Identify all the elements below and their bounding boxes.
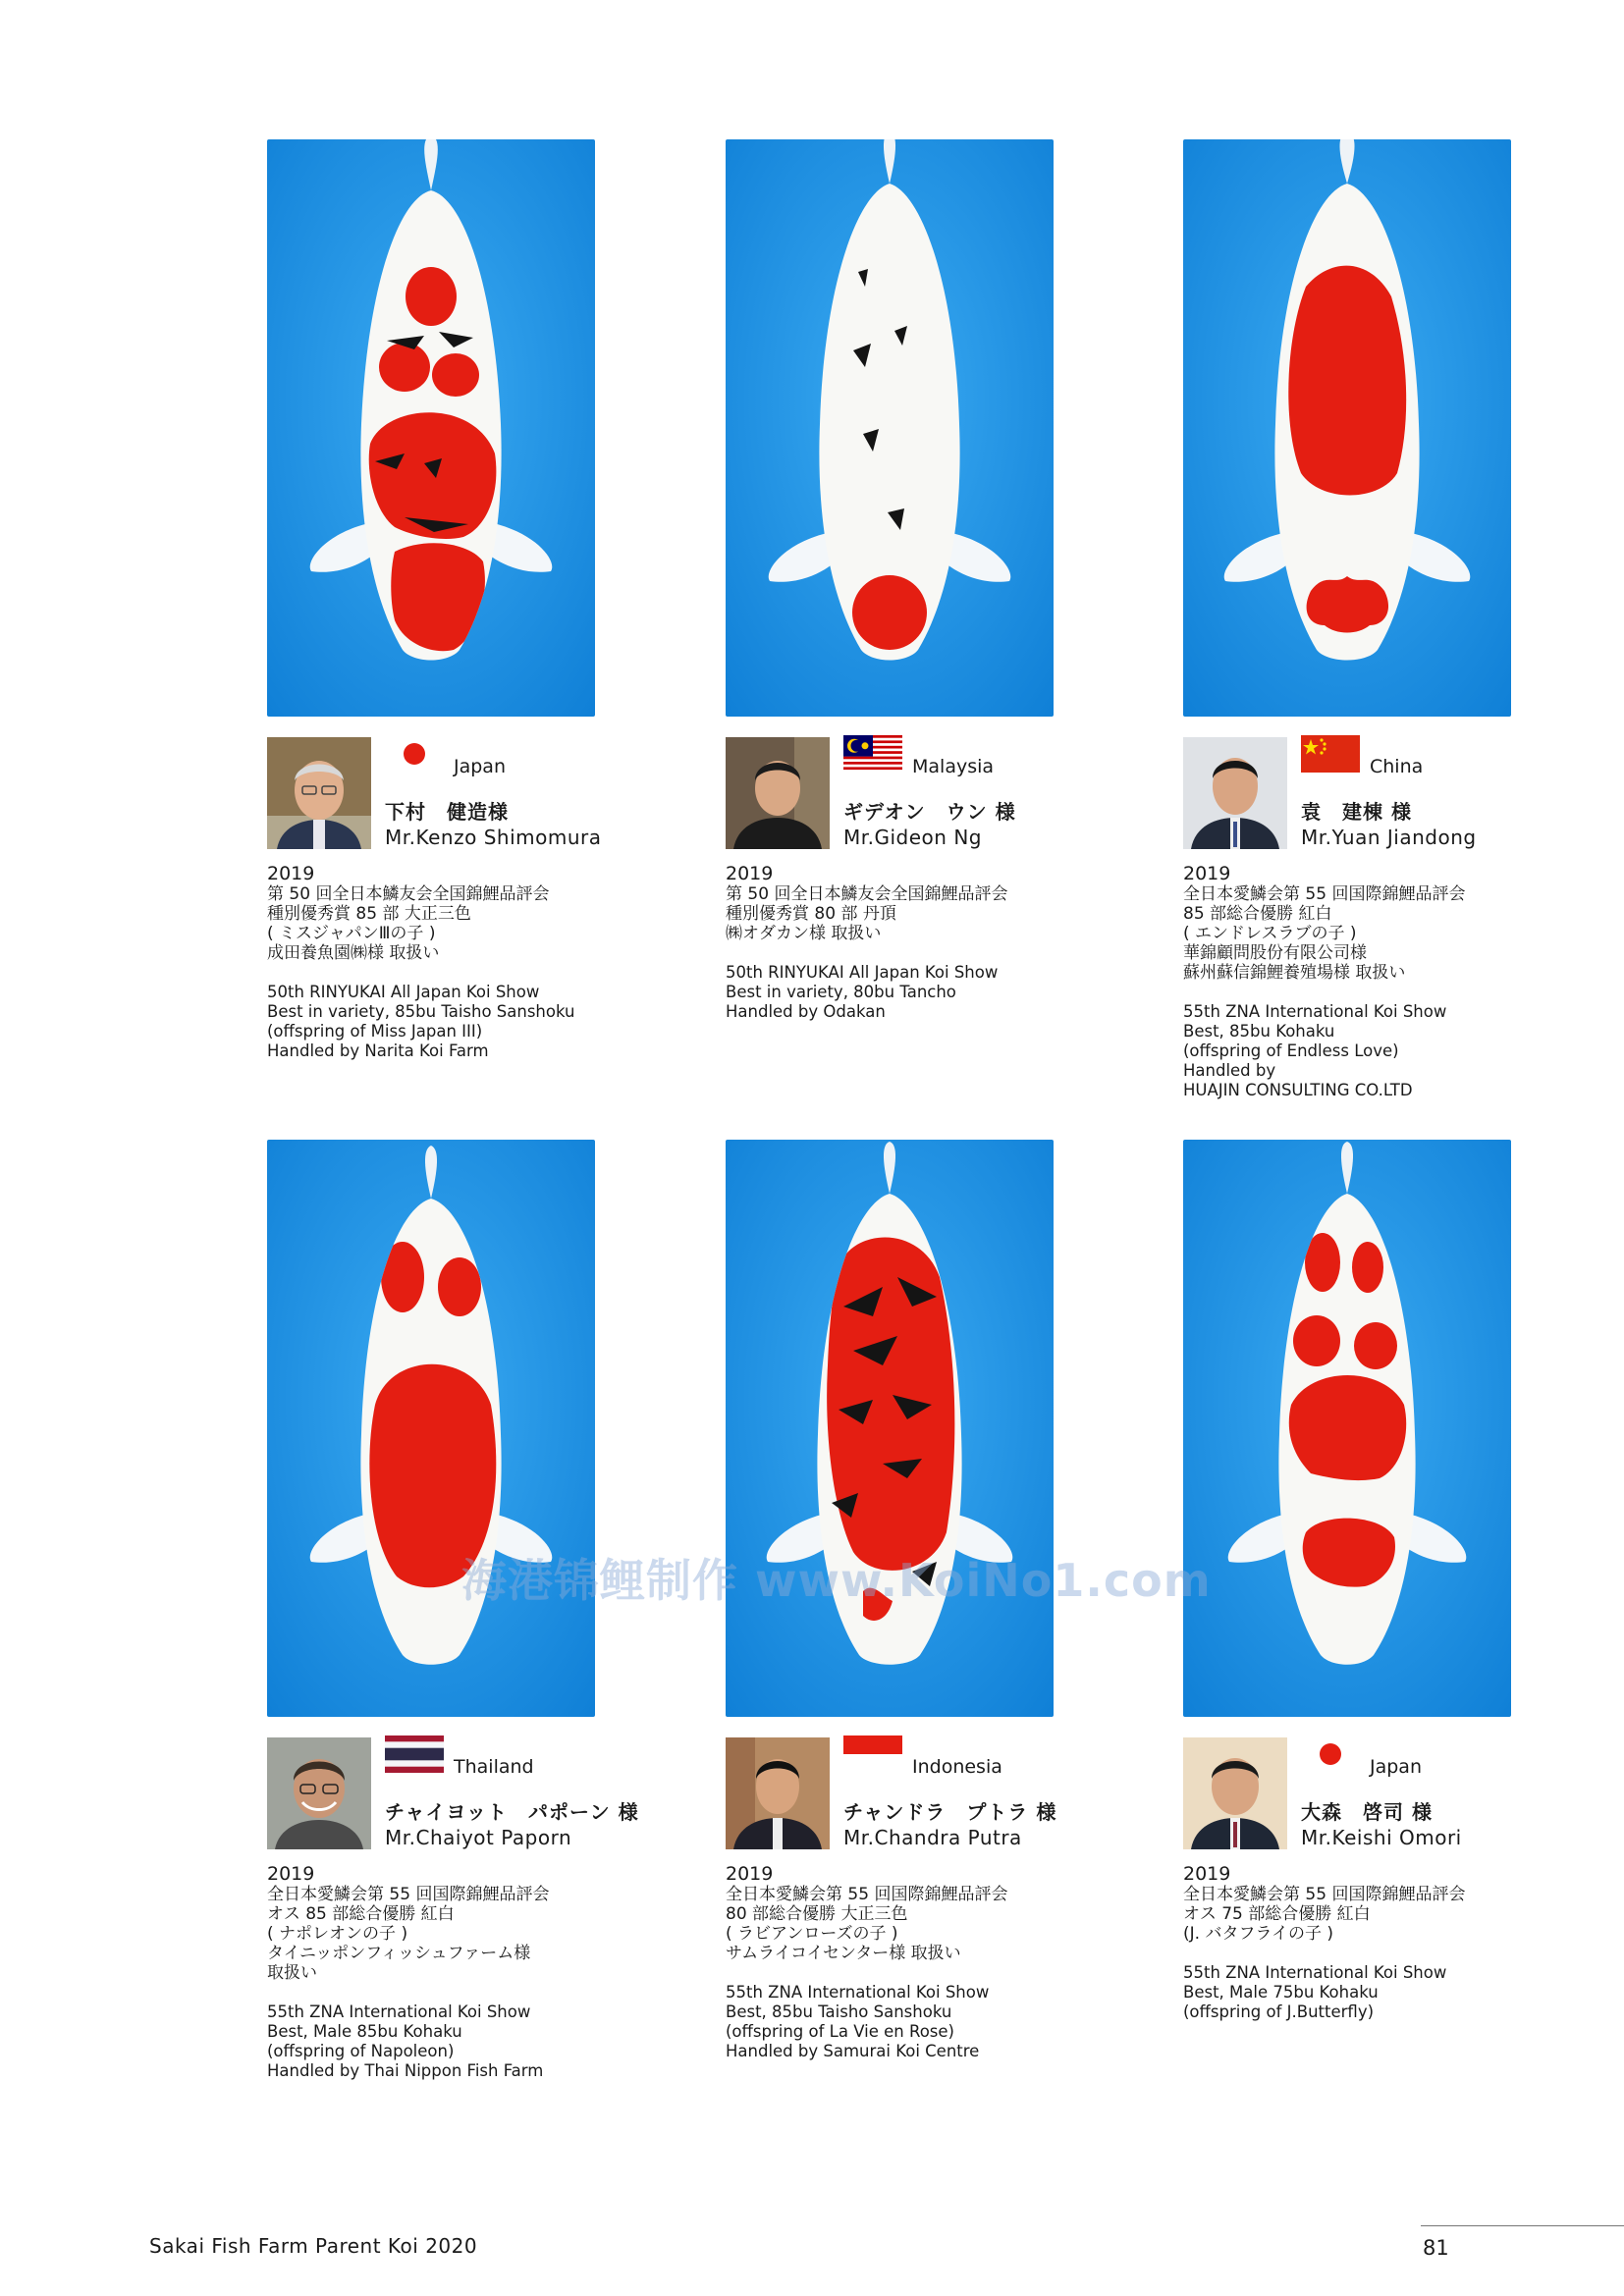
japan-flag-icon: [1301, 1735, 1360, 1773]
koi-photo: [726, 139, 1054, 717]
award-line-en: Best, Male 85bu Kohaku: [267, 2022, 462, 2041]
award-line-en: 55th ZNA International Koi Show: [1183, 1963, 1447, 1982]
koi-photo: [726, 1140, 1054, 1717]
award-line-en: Best, 85bu Kohaku: [1183, 1022, 1335, 1041]
indonesia-flag-icon: [843, 1735, 902, 1773]
award-line-jp: オス 85 部総合優勝 紅白: [267, 1904, 455, 1924]
award-description: [726, 864, 1059, 1022]
owner-info: [726, 1735, 1057, 1851]
award-line-en: (offspring of Miss Japan III): [267, 1022, 483, 1041]
owner-info: [1183, 1735, 1511, 1851]
award-line-en: 50th RINYUKAI All Japan Koi Show: [267, 983, 540, 1001]
owner-info: [267, 1735, 639, 1851]
award-line-jp: ( エンドレスラブの子 ): [1183, 924, 1357, 943]
award-year: 2019: [1183, 1863, 1231, 1885]
award-line-en: Handled by Samurai Koi Centre: [726, 2042, 980, 2060]
award-line-jp: 蘇州蘇信錦鯉養殖場様 取扱い: [1183, 963, 1406, 983]
koi-photo: [267, 139, 595, 717]
award-line-jp: 華錦顧問股份有限公司様: [1183, 943, 1367, 963]
award-year: 2019: [726, 863, 774, 884]
owner-info: [726, 735, 1054, 851]
award-year: 2019: [267, 1863, 315, 1885]
award-line-jp: オス 75 部総合優勝 紅白: [1183, 1904, 1371, 1924]
award-line-jp: 種別優秀賞 85 部 大正三色: [267, 904, 471, 924]
award-line-jp: 第 50 回全日本鱗友会全国錦鯉品評会: [726, 884, 1008, 904]
owner-portrait: [267, 737, 371, 849]
country-name: Thailand: [454, 1756, 534, 1778]
china-flag-icon: [1301, 735, 1360, 773]
award-line-en: Handled by Odakan: [726, 1002, 886, 1021]
owner-name-en: Mr.Chaiyot Paporn: [385, 1826, 572, 1849]
owner-portrait: [1183, 1737, 1287, 1849]
award-line-en: Handled by: [1183, 1061, 1276, 1080]
country-name: Japan: [1370, 1756, 1422, 1778]
award-description: [726, 1864, 1059, 2061]
award-description: [1183, 864, 1517, 1100]
page-number: 81: [1423, 2236, 1449, 2260]
award-line-jp: ( ミスジャパンⅢの子 ): [267, 924, 436, 943]
koi-photo: [1183, 139, 1511, 717]
award-line-en: HUAJIN CONSULTING CO.LTD: [1183, 1081, 1413, 1099]
owner-portrait: [1183, 737, 1287, 849]
koi-photo: [1183, 1140, 1511, 1717]
award-line-en: 50th RINYUKAI All Japan Koi Show: [726, 963, 999, 982]
award-line-jp: 全日本愛鱗会第 55 回国際錦鯉品評会: [267, 1885, 550, 1904]
award-line-jp: 80 部総合優勝 大正三色: [726, 1904, 908, 1924]
award-line-en: (offspring of Endless Love): [1183, 1041, 1399, 1060]
koi-photo: [267, 1140, 595, 1717]
award-line-en: Handled by Thai Nippon Fish Farm: [267, 2061, 544, 2080]
award-line-en: Best in variety, 85bu Taisho Sanshoku: [267, 1002, 575, 1021]
award-line-en: Handled by Narita Koi Farm: [267, 1041, 489, 1060]
award-line-jp: タイニッポンフィッシュファーム様: [267, 1944, 531, 1963]
footer-title: Sakai Fish Farm Parent Koi 2020: [149, 2234, 478, 2258]
country-name: Japan: [454, 756, 506, 777]
award-year: 2019: [267, 863, 315, 884]
award-year: 2019: [726, 1863, 774, 1885]
country-name: Indonesia: [912, 1756, 1002, 1778]
thailand-flag-icon: [385, 1735, 444, 1773]
footer-rule: [1421, 2225, 1624, 2226]
award-line-jp: 種別優秀賞 80 部 丹頂: [726, 904, 896, 924]
award-line-jp: 成田養魚園㈱様 取扱い: [267, 943, 440, 963]
award-line-en: Best, 85bu Taisho Sanshoku: [726, 2002, 952, 2021]
award-line-en: (offspring of Napoleon): [267, 2042, 455, 2060]
owner-name-jp: 袁 建棟 様: [1301, 800, 1412, 824]
owner-name-jp: 大森 啓司 様: [1301, 1800, 1433, 1824]
award-line-jp: ( ナポレオンの子 ): [267, 1924, 408, 1944]
owner-name-jp: ギデオン ウン 様: [843, 800, 1016, 824]
award-line-jp: 第 50 回全日本鱗友会全国錦鯉品評会: [267, 884, 550, 904]
award-line-en: (offspring of J.Butterfly): [1183, 2002, 1375, 2021]
award-year: 2019: [1183, 863, 1231, 884]
owner-name-en: Mr.Gideon Ng: [843, 826, 982, 849]
owner-name-en: Mr.Keishi Omori: [1301, 1826, 1462, 1849]
malaysia-flag-icon: [843, 735, 902, 773]
owner-name-jp: チャンドラ プトラ 様: [843, 1800, 1057, 1824]
country-name: Malaysia: [912, 756, 995, 777]
watermark: 海港锦鲤制作 www.KoiNo1.com: [461, 1554, 1212, 1607]
award-description: [267, 864, 601, 1061]
award-line-jp: 全日本愛鱗会第 55 回国際錦鯉品評会: [726, 1885, 1008, 1904]
owner-name-jp: 下村 健造様: [385, 800, 509, 824]
award-line-en: Best, Male 75bu Kohaku: [1183, 1983, 1379, 2002]
award-line-jp: 85 部総合優勝 紅白: [1183, 904, 1332, 924]
japan-flag-icon: [385, 735, 444, 773]
award-description: [267, 1864, 601, 2081]
country-name: China: [1370, 756, 1424, 777]
award-line-jp: 取扱い: [267, 1963, 317, 1983]
owner-info: [267, 735, 602, 851]
owner-portrait: [726, 737, 830, 849]
owner-name-en: Mr.Yuan Jiandong: [1301, 826, 1477, 849]
award-description: [1183, 1864, 1517, 2022]
owner-name-en: Mr.Chandra Putra: [843, 1826, 1022, 1849]
owner-info: [1183, 735, 1511, 851]
award-line-en: Best in variety, 80bu Tancho: [726, 983, 956, 1001]
owner-portrait: [726, 1737, 830, 1849]
award-line-jp: 全日本愛鱗会第 55 回国際錦鯉品評会: [1183, 884, 1466, 904]
award-line-jp: サムライコイセンター様 取扱い: [726, 1944, 961, 1963]
award-line-jp: ( ラビアンローズの子 ): [726, 1924, 898, 1944]
award-line-en: 55th ZNA International Koi Show: [1183, 1002, 1447, 1021]
award-line-en: (offspring of La Vie en Rose): [726, 2022, 954, 2041]
owner-name-jp: チャイヨット パポーン 様: [385, 1800, 639, 1824]
award-line-jp: ㈱オダカン様 取扱い: [726, 924, 882, 943]
award-line-en: 55th ZNA International Koi Show: [726, 1983, 990, 2002]
award-line-jp: 全日本愛鱗会第 55 回国際錦鯉品評会: [1183, 1885, 1466, 1904]
owner-portrait: [267, 1737, 371, 1849]
owner-name-en: Mr.Kenzo Shimomura: [385, 826, 602, 849]
award-line-en: 55th ZNA International Koi Show: [267, 2002, 531, 2021]
award-line-jp: (J. バタフライの子 ): [1183, 1924, 1333, 1944]
